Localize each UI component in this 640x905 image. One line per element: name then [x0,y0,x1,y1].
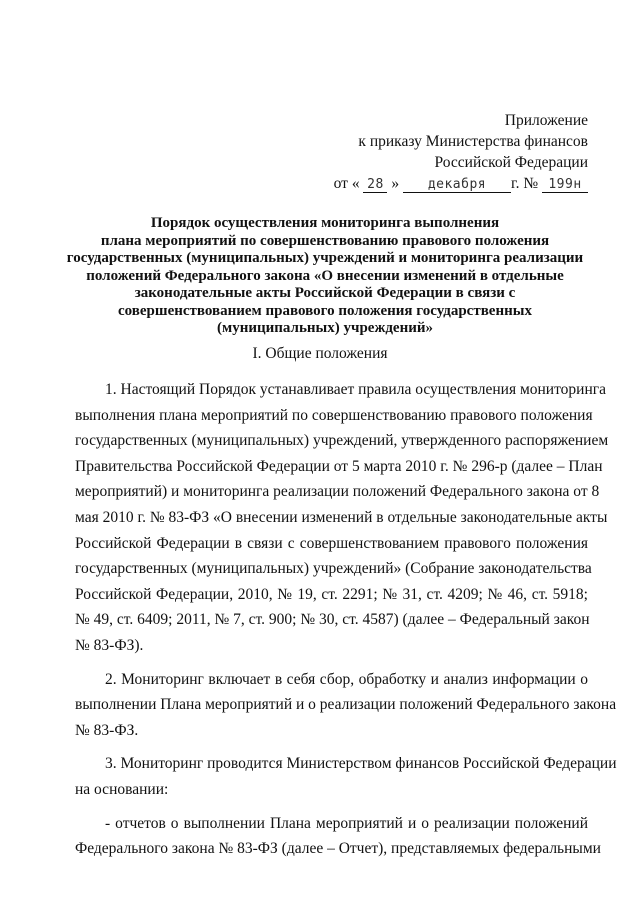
paragraph-line: 3. Мониторинг проводится Министерством финансов Российской Федерации [105,755,617,773]
paragraph-3 [75,751,617,802]
paragraph-gap [75,743,588,751]
paragraph-line: государственных (муниципальных) учреждений, утвержденного распоряжением [75,432,609,450]
title-line: (муниципальных) учреждений» [216,320,433,336]
paragraph-line: 2. Мониторинг включает в себя сбор, обработку и анализ информации о [105,670,588,688]
appendix-header [334,110,588,194]
paragraph-line: 1. Настоящий Порядок устанавливает правила осуществления мониторинга [105,381,606,398]
paragraph-line: № 49, ст. 6409; 2011, № 7, ст. 900; № 30, ст. 4587) (далее – Федеральный закон [75,611,590,629]
title-line: государственных (муниципальных) учреждений и мониторинга реализации [66,250,584,266]
order-number-handwritten: 199н [542,177,588,193]
appendix-order-ref: к приказу Министерства финансов [358,133,588,150]
paragraph-line: № 83-ФЗ). [75,636,144,654]
paragraph-line: № 83-ФЗ. [75,721,139,739]
appendix-label: Приложение [504,112,588,129]
paragraph-line: Федерального закона № 83-ФЗ (далее – Отчет), представляемых федеральными [75,840,601,858]
paragraph-line: выполнении Плана мероприятий и о реализации положений Федерального закона [75,696,617,714]
document-body [75,377,617,862]
title-line: законодательные акты Российской Федерации в связи с [134,285,516,301]
date-prefix: от « [333,175,360,192]
paragraph-1 [75,377,609,659]
paragraph-2 [75,667,617,744]
paragraph-line: - отчетов о выполнении Плана мероприятий и о реализации положений [105,814,588,832]
section-heading: I. Общие положения [252,345,388,362]
paragraph-line: государственных (муниципальных) учреждений» (Собрание законодательства [75,560,592,578]
title-line: положений Федерального закона «О внесении изменений в отдельные [86,267,564,284]
paragraph-line: на основании: [75,780,169,798]
date-year-no: г. № [510,175,539,192]
document-title [60,215,590,338]
title-line: плана мероприятий по совершенствованию правового положения [100,232,550,249]
paragraph-line: мероприятий) и мониторинга реализации положений Федерального закона от 8 [75,483,600,501]
title-line: Порядок осуществления мониторинга выполнения [150,215,500,231]
paragraph-line: Российской Федерации в связи с совершенствованием правового положения [75,534,588,552]
date-month-handwritten: декабря [403,177,511,193]
title-line: совершенствованием правового положения государственных [118,302,532,319]
paragraph-gap [75,659,588,667]
paragraph-line: выполнения плана мероприятий по совершенствованию правового положения [75,406,593,424]
paragraph-gap [75,803,588,811]
paragraph-line: Российской Федерации, 2010, № 19, ст. 2291; № 31, ст. 4209; № 46, ст. 5918; [75,585,588,603]
appendix-date-line [334,173,588,194]
paragraph-4 [75,811,601,862]
appendix-country: Российской Федерации [434,154,588,171]
paragraph-line: Правительства Российской Федерации от 5 марта 2010 г. № 296-р (далее – План [75,457,603,475]
paragraph-line: мая 2010 г. № 83-ФЗ «О внесении изменений в отдельные законодательные акты [75,508,608,526]
date-day-handwritten: 28 [363,177,387,193]
date-mid: » [391,175,400,192]
